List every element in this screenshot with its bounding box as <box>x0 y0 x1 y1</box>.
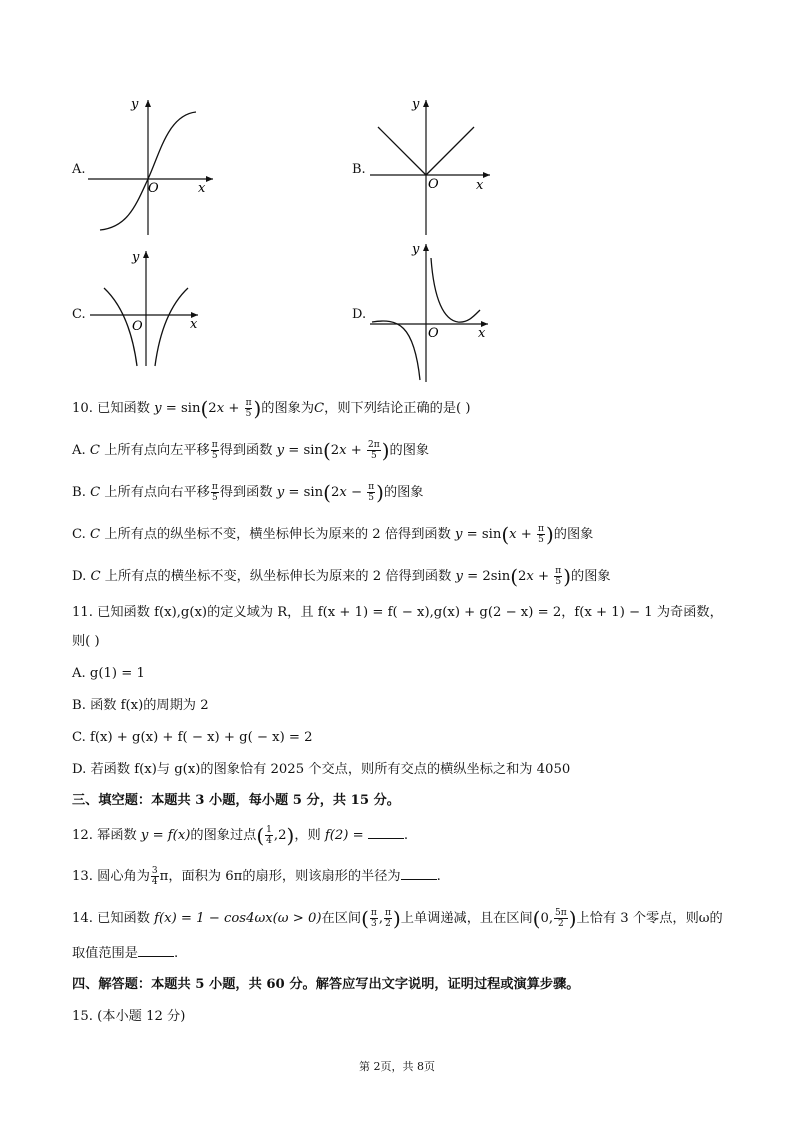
answer-blank[interactable] <box>138 944 174 957</box>
graph-d-origin-label: O <box>428 326 439 341</box>
graph-d-x-axis-label: x <box>478 326 486 341</box>
option-b-label: B. <box>352 162 366 177</box>
graph-d <box>370 240 500 389</box>
question-10-option-a: A. C 上所有点向左平移 $\frac{\pi}{5}$ 得到函数 y = sin(2x + $\frac{2\pi}{5}$ )的图象 <box>72 438 430 463</box>
graph-c-y-axis-label: y <box>132 250 140 265</box>
graph-b <box>370 95 500 244</box>
question-11-option-d: D. 若函数 f(x)与 g(x)的图象恰有 2025 个交点，则所有交点的横纵坐标之和为 4050 <box>72 762 571 777</box>
option-c-label: C. <box>72 307 86 322</box>
answer-blank[interactable] <box>368 826 404 839</box>
question-11-stem-cont: 则( ) <box>72 634 100 649</box>
question-11-option-b: B. 函数 f(x)的周期为 2 <box>72 698 209 713</box>
graph-a-origin-label: O <box>148 181 159 196</box>
page-footer: 第 2页，共 8页 <box>359 1060 435 1073</box>
option-a-label: A. <box>72 162 86 177</box>
answer-blank[interactable] <box>401 867 437 880</box>
question-10-option-d: D. C 上所有点的横坐标不变，纵坐标伸长为原来的 2 倍得到函数 y = 2sin(2x + $\frac{\pi}{5}$ )的图象 <box>72 564 611 589</box>
question-14: 14. 已知函数 f(x) = 1 − cos4ωx(ω > 0)在区间( $\frac{\pi}{3}$ , $\frac{\pi}{2}$ )上单调递减，且在区间(0, $\frac{5\pi}{2}$ )上恰有 3 个零点，则ω的 <box>72 906 723 931</box>
question-14-cont: 取值范围是 . <box>72 946 179 961</box>
graph-b-x-axis-label: x <box>476 178 484 193</box>
question-11-option-c: C. f(x) + g(x) + f( − x) + g( − x) = 2 <box>72 730 313 745</box>
question-10-option-c: C. C 上所有点的纵坐标不变，横坐标伸长为原来的 2 倍得到函数 y = sin(x + $\frac{\pi}{5}$ )的图象 <box>72 522 594 547</box>
question-15: 15. (本小题 12 分) <box>72 1009 186 1024</box>
graph-a <box>88 95 218 244</box>
graph-c-origin-label: O <box>132 319 143 334</box>
question-11-stem: 11. 已知函数 f(x),g(x)的定义域为 R，且 f(x + 1) = f( − x),g(x) + g(2 − x) = 2，f(x + 1) − 1 为奇函数， <box>72 605 723 620</box>
question-11-option-a: A. g(1) = 1 <box>72 666 145 681</box>
graph-a-x-axis-label: x <box>198 181 206 196</box>
graph-b-origin-label: O <box>428 177 439 192</box>
graph-c-x-axis-label: x <box>190 317 198 332</box>
graph-c <box>90 248 215 377</box>
graph-a-y-axis-label: y <box>131 97 139 112</box>
graph-d-y-axis-label: y <box>412 242 420 257</box>
option-d-label: D. <box>352 307 367 322</box>
question-10-stem: 10. 已知函数 y = sin(2x + $\frac{\pi}{5}$ )的图象为C，则下列结论正确的是( ) <box>72 396 471 421</box>
question-12: 12. 幂函数 y = f(x)的图象过点( $\frac{1}{4}$ ,2)，则 f(2) = . <box>72 823 409 848</box>
section-3-heading: 三、填空题：本题共 3 小题，每小题 5 分，共 15 分。 <box>72 793 400 808</box>
section-4-heading: 四、解答题：本题共 5 小题，共 60 分。解答应写出文字说明，证明过程或演算步骤。 <box>72 977 580 992</box>
graph-b-y-axis-label: y <box>412 97 420 112</box>
question-10-option-b: B. C 上所有点向右平移 $\frac{\pi}{5}$ 得到函数 y = sin(2x − $\frac{\pi}{5}$ )的图象 <box>72 480 424 505</box>
question-13: 13. 圆心角为 $\frac{3}{4}$ π，面积为 6π的扇形，则该扇形的半径为 . <box>72 866 441 887</box>
